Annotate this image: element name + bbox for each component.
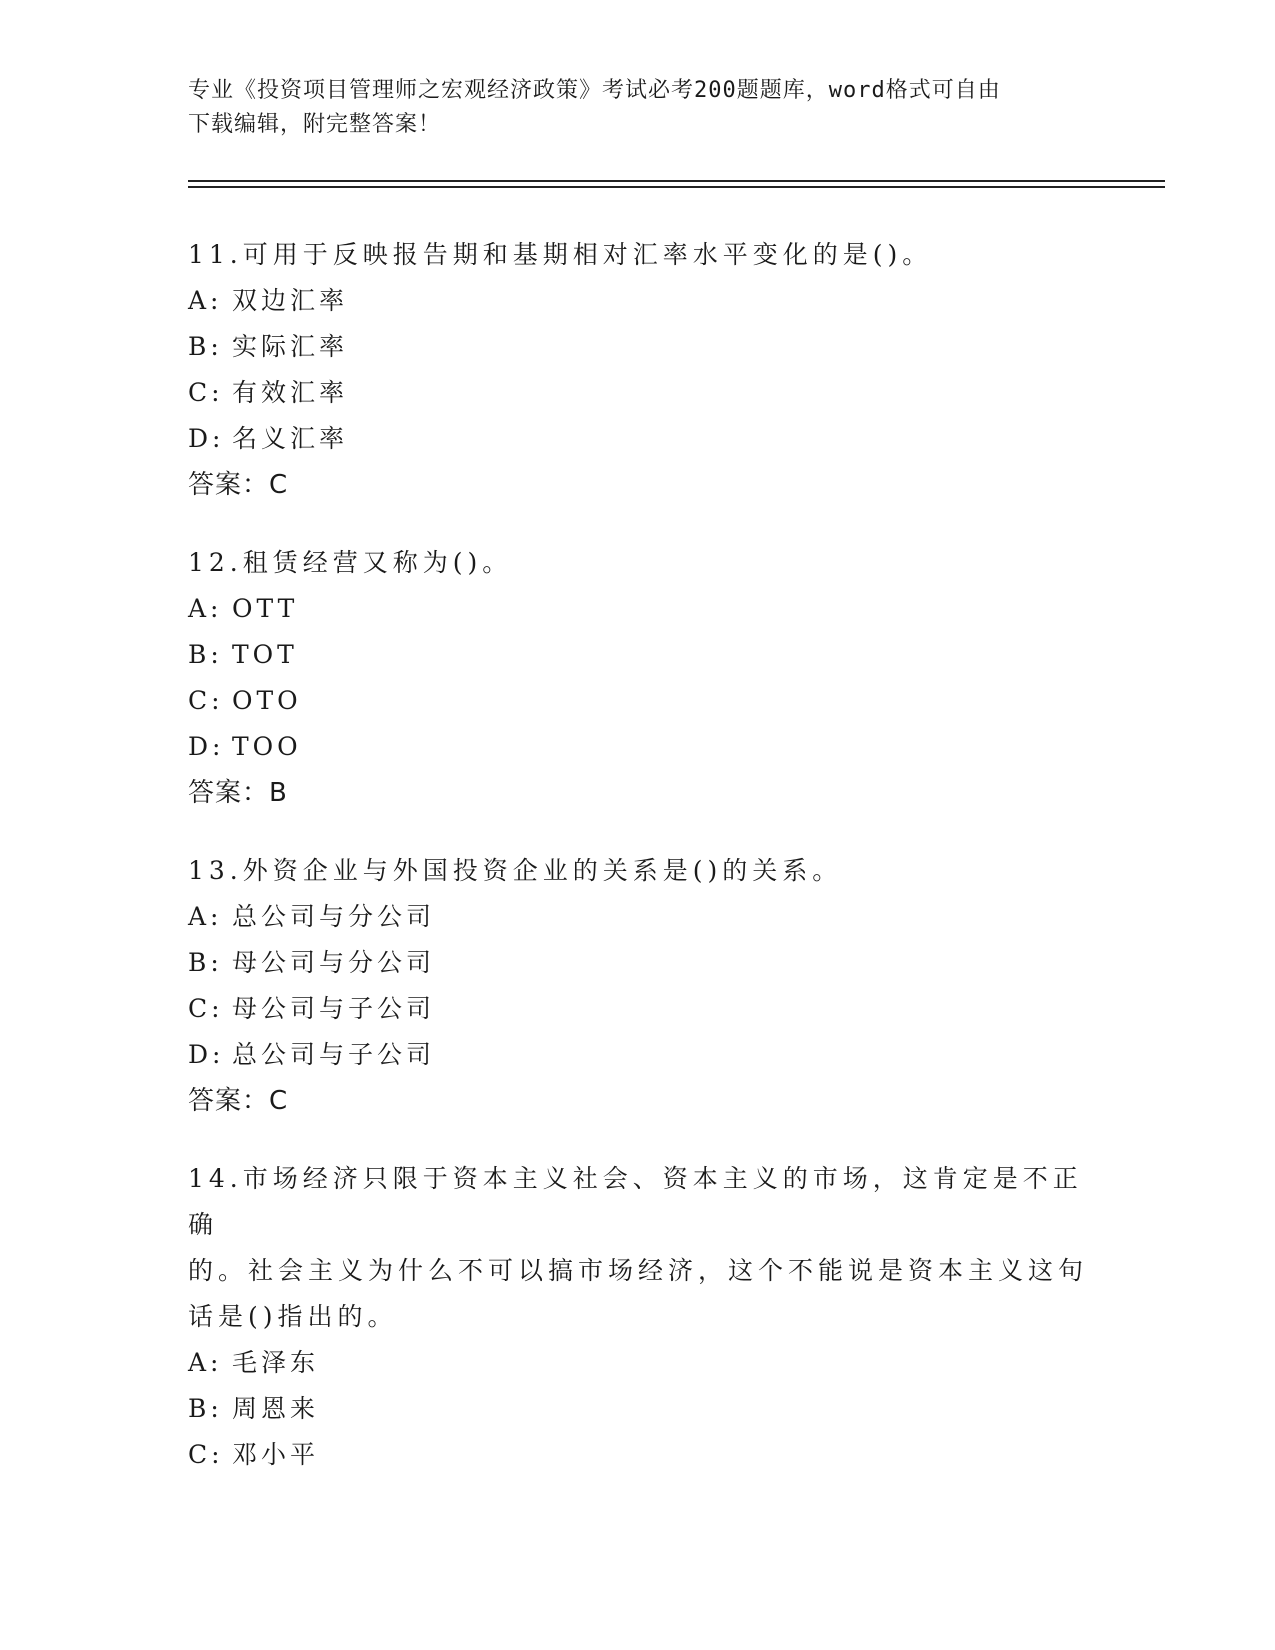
answer-option	[188, 370, 1088, 416]
question-stem: 的。社会主义为什么不可以搞市场经济，这个不能说是资本主义这句	[188, 1256, 1089, 1285]
option-letter: B:	[188, 640, 223, 669]
answer-option	[188, 1340, 1088, 1386]
answer-option	[188, 324, 1088, 370]
option-text: TOO	[232, 732, 302, 761]
option-letter: D:	[188, 732, 225, 761]
option-text: 实际汇率	[232, 332, 349, 361]
question-block	[188, 540, 1088, 816]
option-letter: C:	[188, 686, 224, 715]
option-text: 邓小平	[232, 1440, 320, 1469]
option-letter: A:	[188, 286, 223, 315]
option-letter: B:	[188, 948, 223, 977]
question-stem: 14.市场经济只限于资本主义社会、资本主义的市场，这肯定是不正确	[188, 1164, 1083, 1239]
answer-key: 答案：B	[188, 778, 288, 808]
option-text: 母公司与子公司	[232, 994, 436, 1023]
answer-option	[188, 894, 1088, 940]
answer-option	[188, 632, 1088, 678]
option-text: 总公司与子公司	[232, 1040, 436, 1069]
option-text: 名义汇率	[232, 424, 349, 453]
header-line-1: 专业《投资项目管理师之宏观经济政策》考试必考200题题库，word格式可自由	[188, 78, 1001, 103]
answer-key: 答案：C	[188, 1086, 289, 1116]
option-letter: B:	[188, 332, 223, 361]
option-letter: D:	[188, 1040, 225, 1069]
answer-option	[188, 986, 1088, 1032]
question-block	[188, 1156, 1088, 1478]
option-letter: C:	[188, 1440, 224, 1469]
option-text: 总公司与分公司	[232, 902, 436, 931]
option-text: OTO	[232, 686, 302, 715]
answer-option	[188, 1386, 1088, 1432]
option-letter: B:	[188, 1394, 223, 1423]
option-letter: A:	[188, 594, 223, 623]
header-line-2: 下载编辑，附完整答案！	[188, 112, 442, 137]
question-stem: 12.租赁经营又称为()。	[188, 548, 513, 577]
answer-option	[188, 278, 1088, 324]
option-letter: C:	[188, 994, 224, 1023]
header-divider-top	[188, 180, 1165, 182]
question-stem: 话是()指出的。	[188, 1302, 398, 1331]
answer-option	[188, 1032, 1088, 1078]
question-stem: 13.外资企业与外国投资企业的关系是()的关系。	[188, 856, 843, 885]
option-letter: A:	[188, 1348, 223, 1377]
question-list	[188, 232, 1088, 1510]
answer-option	[188, 1432, 1088, 1478]
option-text: 有效汇率	[232, 378, 349, 407]
option-letter: A:	[188, 902, 223, 931]
answer-key: 答案：C	[188, 470, 289, 500]
answer-option	[188, 724, 1088, 770]
option-text: 周恩来	[232, 1394, 320, 1423]
answer-option	[188, 678, 1088, 724]
question-stem: 11.可用于反映报告期和基期相对汇率水平变化的是()。	[188, 240, 933, 269]
header-divider-bottom	[188, 186, 1165, 188]
option-text: 毛泽东	[232, 1348, 320, 1377]
option-letter: D:	[188, 424, 225, 453]
document-header	[188, 74, 1088, 142]
question-block	[188, 848, 1088, 1124]
question-block	[188, 232, 1088, 508]
answer-option	[188, 586, 1088, 632]
answer-option	[188, 940, 1088, 986]
option-text: OTT	[232, 594, 299, 623]
option-letter: C:	[188, 378, 224, 407]
option-text: 母公司与分公司	[232, 948, 436, 977]
answer-option	[188, 416, 1088, 462]
option-text: 双边汇率	[232, 286, 349, 315]
option-text: TOT	[232, 640, 298, 669]
